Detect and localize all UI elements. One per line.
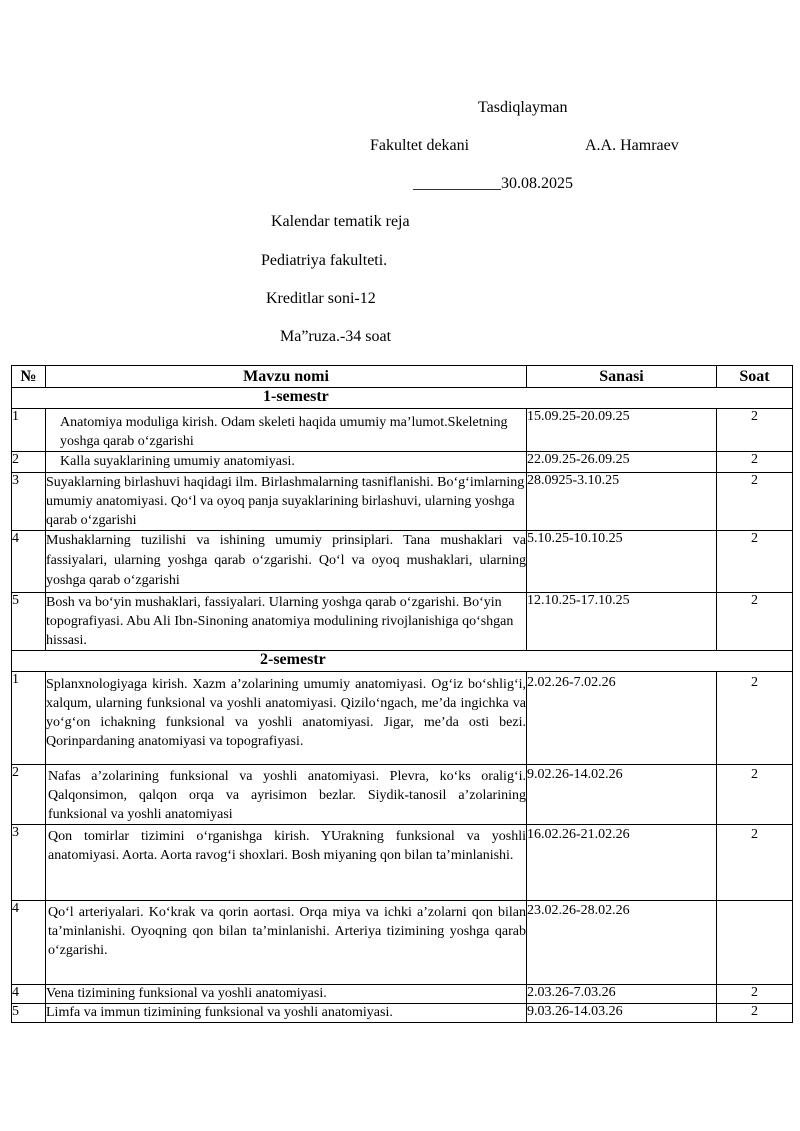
row-hours: 2: [717, 452, 793, 473]
row-topic: Suyaklarning birlashuvi haqidagi ilm. Birlashmalarning tasniflanishi. Bo‘g‘imlarning umumiy anatomiyasi. Qo‘l va oyoq panja suyaklarining birlashuvi, ularning yoshga qarab o‘zgarishi: [46, 473, 527, 531]
lecture-hours: Ma”ruza.-34 soat: [280, 328, 392, 345]
row-number: 1: [12, 672, 46, 765]
row-topic: Anatomiya moduliga kirish. Odam skeleti haqida umumiy ma’lumot.Skeletning yoshga qarab o‘zgarishi: [46, 409, 527, 452]
approval-label: Tasdiqlayman: [478, 99, 568, 116]
row-hours: 2: [717, 672, 793, 765]
dean-name: A.A. Hamraev: [585, 137, 679, 154]
row-hours: 2: [717, 985, 793, 1004]
row-hours: 2: [717, 593, 793, 651]
table-row: [12, 409, 793, 452]
table-row: [12, 765, 793, 825]
row-date: 28.0925-3.10.25: [527, 473, 717, 531]
table-row: [12, 473, 793, 531]
row-number: 4: [12, 531, 46, 593]
row-topic: Vena tizimining funksional va yoshli anatomiyasi.: [46, 985, 527, 1004]
row-topic: Splanxnologiyaga kirish. Xazm a’zolarining umumiy anatomiyasi. Og‘iz bo‘shlig‘i, xalqum, ularning funksional va yoshli anatomiyasi. Qizilo‘ngach, me’da ingichka va yo‘g‘on ichakning funksional va yoshli anatomiyasi. Jigar, me’da osti bezi. Qorinpardaning anatomiyasi va topografiyasi.: [46, 672, 527, 765]
plan-title: Kalendar tematik reja: [271, 213, 410, 230]
row-number: 3: [12, 825, 46, 901]
approval-date: ___________30.08.2025: [413, 175, 573, 192]
row-number: 1: [12, 409, 46, 452]
dean-title: Fakultet dekani: [370, 137, 470, 154]
row-topic: Kalla suyaklarining umumiy anatomiyasi.: [46, 452, 527, 473]
row-hours: 2: [717, 531, 793, 593]
row-date: 22.09.25-26.09.25: [527, 452, 717, 473]
faculty-name: Pediatriya fakulteti.: [261, 252, 388, 269]
row-date: 9.03.26-14.03.26: [527, 1004, 717, 1023]
table-row: [12, 452, 793, 473]
table-row: [12, 1004, 793, 1023]
semester-title: 1-semestr: [263, 388, 329, 405]
row-date: 16.02.26-21.02.26: [527, 825, 717, 901]
table-row: [12, 593, 793, 651]
table-row: [12, 825, 793, 901]
col-header-date: Sanasi: [527, 366, 717, 388]
row-topic: Nafas a’zolarining funksional va yoshli anatomiyasi. Plevra, ko‘ks oralig‘i. Qalqonsimon, qalqon orqa va ayrisimon bezlar. Siydik-tanosil a’zolarining funksional va yoshli anatomiyasi: [46, 765, 527, 825]
col-header-number: №: [12, 366, 46, 388]
table-header-row: [12, 366, 793, 388]
row-hours: 2: [717, 1004, 793, 1023]
row-topic: Qon tomirlar tizimini o‘rganishga kirish. YUrakning funksional va yoshli anatomiyasi. Aorta. Aorta ravog‘i shoxlari. Bosh miyaning qon bilan ta’minlanishi.: [46, 825, 527, 901]
schedule-table: [11, 365, 793, 1023]
table-row: [12, 985, 793, 1004]
credits-count: Kreditlar soni-12: [266, 290, 376, 307]
semester-row: [12, 388, 793, 409]
table-row: [12, 531, 793, 593]
row-number: 5: [12, 593, 46, 651]
row-hours: 2: [717, 473, 793, 531]
row-topic: Mushaklarning tuzilishi va ishining umumiy prinsiplari. Tana mushaklari va fassiyalari, ularning yoshga qarab o‘zgarishi. Qo‘l va oyoq mushaklari, ularning yoshga qarab o‘zgarishi: [46, 531, 527, 593]
row-topic: Limfa va immun tizimining funksional va yoshli anatomiyasi.: [46, 1004, 527, 1023]
row-date: 9.02.26-14.02.26: [527, 765, 717, 825]
table-row: [12, 901, 793, 985]
row-number: 4: [12, 985, 46, 1004]
row-hours: 2: [717, 765, 793, 825]
row-number: 5: [12, 1004, 46, 1023]
row-hours: 2: [717, 825, 793, 901]
row-number: 2: [12, 452, 46, 473]
col-header-hours: Soat: [717, 366, 793, 388]
row-number: 3: [12, 473, 46, 531]
row-hours: [717, 901, 793, 985]
row-date: 2.03.26-7.03.26: [527, 985, 717, 1004]
row-number: 4: [12, 901, 46, 985]
table-row: [12, 672, 793, 765]
row-date: 5.10.25-10.10.25: [527, 531, 717, 593]
row-date: 2.02.26-7.02.26: [527, 672, 717, 765]
row-topic: Qo‘l arteriyalari. Ko‘krak va qorin aortasi. Orqa miya va ichki a’zolarni qon bilan ta’minlanishi. Oyoqning qon bilan ta’minlanishi. Arteriya tizimining yoshga qarab o‘zgarishi.: [46, 901, 527, 985]
row-date: 12.10.25-17.10.25: [527, 593, 717, 651]
semester-row: [12, 651, 793, 672]
row-topic: Bosh va bo‘yin mushaklari, fassiyalari. Ularning yoshga qarab o‘zgarishi. Bo‘yin topografiyasi. Abu Ali Ibn-Sinoning anatomiya modulining rivojlanishiga qo‘shgan hissasi.: [46, 593, 527, 651]
col-header-topic: Mavzu nomi: [46, 366, 527, 388]
row-hours: 2: [717, 409, 793, 452]
semester-title: 2-semestr: [260, 651, 326, 668]
row-date: 23.02.26-28.02.26: [527, 901, 717, 985]
row-date: 15.09.25-20.09.25: [527, 409, 717, 452]
row-number: 2: [12, 765, 46, 825]
